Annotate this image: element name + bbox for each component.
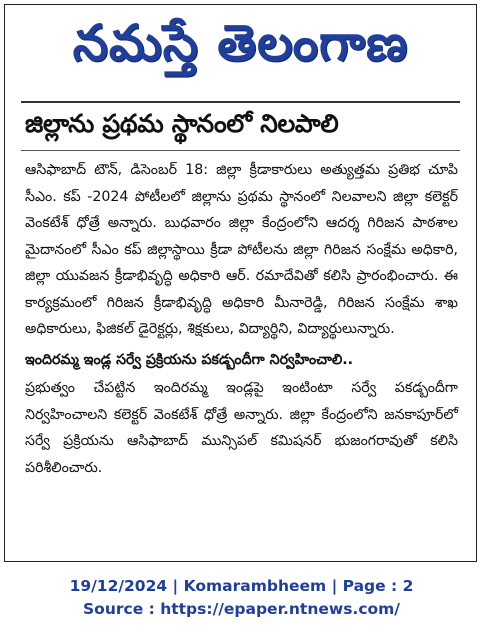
source-info: Source : https://epaper.ntnews.com/ — [83, 600, 400, 618]
article-paragraph-1: ఆసిఫాబాద్ టౌన్, డిసెంబర్ 18: జిల్లా క్రీడాకారులు అత్యుత్తమ ప్రతిభ చూపి సీఎం. కప్ -2024 పోటీలలో జిల్లాను ప్రథమ స్థానంలో నిలవాలని జిల్లా కలెక్టర్ వెంకటేశ్ ధోత్రే అన్నారు. బుధవారం జిల్లా కేంద్రంలోని ఆదర్శ గిరిజన పాఠశాల మైదానంలో సీఎం కప్ జిల్లాస్థాయి క్రీడా పోటీలను జిల్లా గిరిజన సంక్షేమ అధికారి, జిల్లా యువజన క్రీడాభివృద్ధి అధికారి ఆర్. రమాదేవితో కలిసి ప్రారంభించారు. ఈ కార్యక్రమంలో గిరిజన క్రీడాభివృద్ధి అధికారి మీనారెడ్డి, గిరిజన సంక్షేమ శాఖ అధికారులు, ఫిజికల్ డైరెక్టర్లు, శిక్షకులు, విద్యార్థిని, విద్యార్థులున్నారు. — [25, 162, 458, 337]
clipping-frame — [4, 4, 477, 562]
newspaper-logo: నమస్తే తెలంగాణ — [72, 13, 409, 72]
edition-info: 19/12/2024 | Komarambheem | Page : 2 — [69, 577, 414, 595]
masthead — [5, 5, 476, 93]
headline-divider — [21, 150, 460, 151]
article-paragraph-2: ప్రభుత్వం చేపట్టిన ఇందిరమ్మ ఇండ్లపై ఇంటింటా సర్వే పకడ్బందీగా నిర్వహించాలని కలెక్టర్ వెంకటేశ్ ధోత్రే అన్నారు. జిల్లా కేంద్రంలోని జనకాపూర్‌లో సర్వే ప్రక్రియను ఆసిఫాబాద్ మున్సిపల్ కమిషనర్ భుజంగరావుతో కలిసి పరిశీలించారు. — [25, 380, 458, 476]
article-headline: జిల్లాను ప్రథమ స్థానంలో నిలపాలి — [25, 109, 339, 138]
article-subheading: ఇందిరమ్మ ఇండ్ల సర్వే ప్రక్రియను పకడ్బందీగా నిర్వహించాలి.. — [25, 351, 354, 368]
article-body — [25, 157, 458, 481]
masthead-divider — [21, 101, 460, 103]
